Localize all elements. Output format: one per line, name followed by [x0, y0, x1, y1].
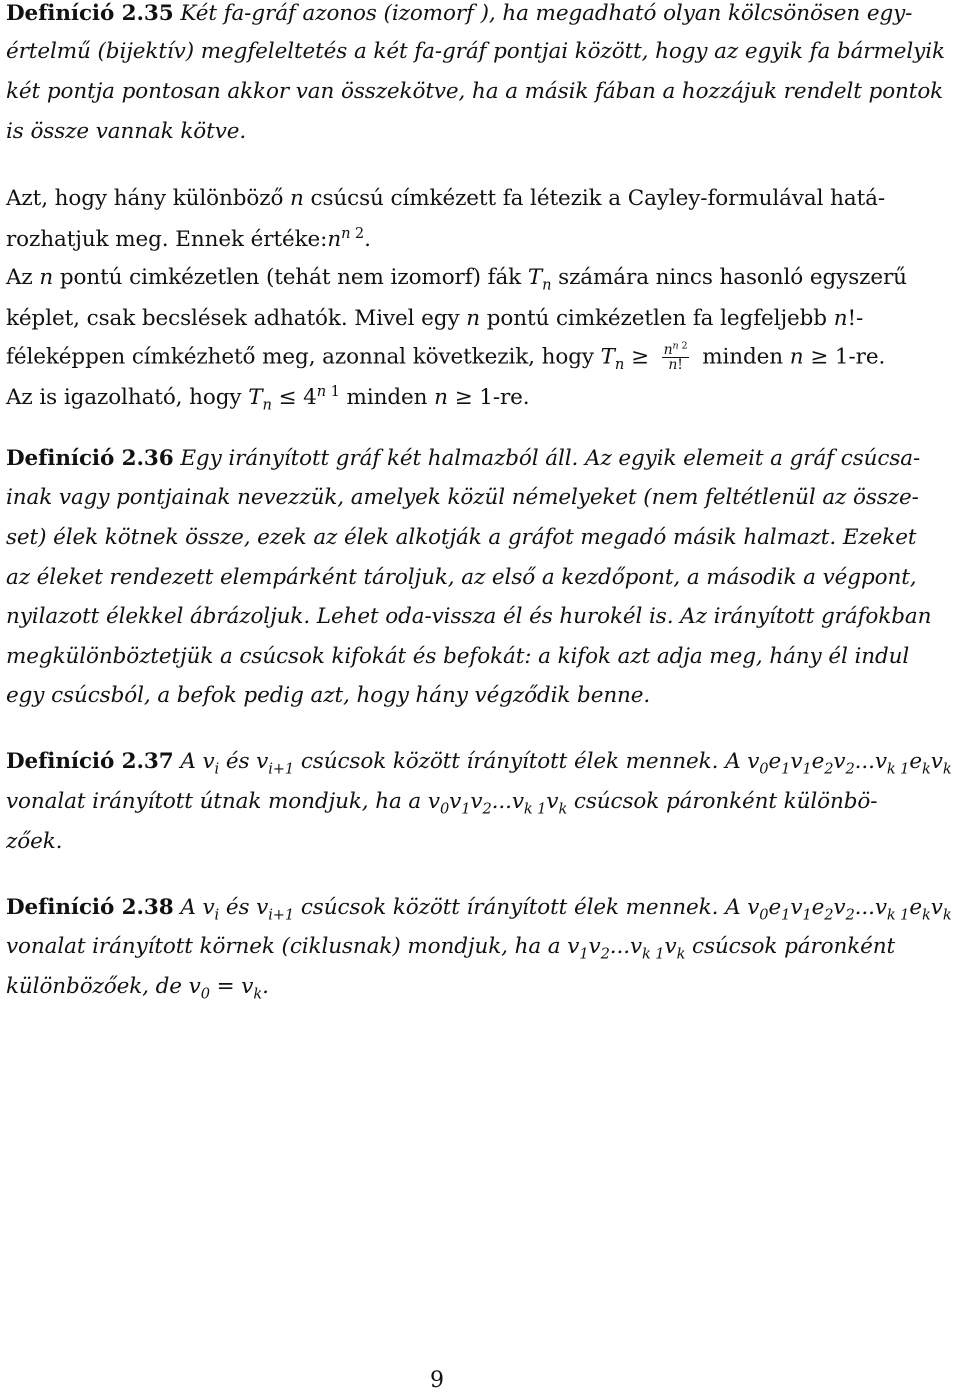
- def-2-37-line-3: zőek.: [6, 829, 63, 854]
- def-2-38-line-1: Definíció 2.38 A $v_i$ és $v_{i+1}$ csúcsok között írányított élek mennek. A $v_0e_1v_1e_2v_2...v_{k 1}e_kv_k$: [6, 895, 952, 924]
- def-2-36-line-2: inak vagy pontjainak nevezzük, amelyek közül némelyeket (nem feltétlenül az össze-: [6, 485, 919, 510]
- def-2-36-line-7: egy csúcsból, a befok pedig azt, hogy hány végződik benne.: [6, 683, 651, 708]
- cayley-line-2: rozhatjuk meg. Ennek $értéke:n^{n 2}$.: [6, 224, 371, 252]
- def-2-38-line-3: különbözőek, de $v_0 = v_k$.: [6, 974, 269, 1003]
- def-2-35-line-2: értelmű (bijektív) megfeleltetés a két fa-gráf pontjai között, hogy az egyik fa bármelyik: [6, 39, 945, 64]
- def-2-36-line-1: Definíció 2.36 Egy irányított gráf két halmazból áll. Az egyik elemeit a gráf csúcsa-: [6, 446, 921, 471]
- unlabeled-line-2: képlet, csak becslések adhatók. Mivel egy n pontú cimkézetlen fa legfeljebb n!-: [6, 306, 864, 331]
- def-2-37-line-2: vonalat irányított útnak mondjuk, ha a $v_0v_1v_2...v_{k 1}v_k$ csúcsok páronként különbö-: [6, 789, 878, 818]
- def-2-35-line-1: Definíció 2.35 Két fa-gráf azonos (izomorf ), ha megadható olyan kölcsönösen egy-: [6, 1, 913, 26]
- def-2-38-line-2: vonalat irányított körnek (ciklusnak) mondjuk, ha a $v_1v_2...v_{k 1}v_k$ csúcsok páronként: [6, 934, 896, 963]
- unlabeled-line-3: féleképpen címkézhető meg, azonnal következik, hogy $T_n$ ≥ $\frac{n^{n 2}}{n!}$ minden n ≥ 1-re.: [6, 340, 886, 373]
- cayley-line-1: Azt, hogy hány különböző n csúcsú címkézett fa létezik a Cayley-formulával hatá-: [6, 186, 886, 211]
- def-2-36-line-5: nyilazott élekkel ábrázoljuk. Lehet oda-vissza él és hurokél is. Az irányított gráfokban: [6, 604, 932, 629]
- unlabeled-line-1: Az n pontú cimkézetlen (tehát nem izomorf) fák $T_n$ számára nincs hasonló egyszerű: [6, 265, 907, 294]
- def-2-35-line-4: is össze vannak kötve.: [6, 119, 247, 144]
- def-2-36-line-3: set) élek kötnek össze, ezek az élek alkotják a gráfot megadó másik halmazt. Ezeket: [6, 525, 917, 550]
- def-2-36-line-4: az éleket rendezett elempárként tároljuk, az első a kezdőpont, a második a végpont,: [6, 565, 917, 590]
- page-number: 9: [430, 1368, 444, 1393]
- fraction: $\frac{n^{n 2}}{n!}$: [663, 340, 688, 373]
- def-2-35-line-3: két pontja pontosan akkor van összekötve, ha a másik fában a hozzájuk rendelt pontok: [6, 79, 944, 104]
- def-2-36-line-6: megkülönböztetjük a csúcsok kifokát és befokát: a kifok azt adja meg, hány él indul: [6, 644, 910, 669]
- def-2-37-line-1: Definíció 2.37 A $v_i$ és $v_{i+1}$ csúcsok között írányított élek mennek. A $v_0e_1v_1e_2v_2...v_{k 1}e_kv_k$: [6, 749, 952, 778]
- unlabeled-line-4: Az is igazolható, hogy $T_n \le 4^{n 1}$ minden n ≥ 1-re.: [6, 382, 530, 414]
